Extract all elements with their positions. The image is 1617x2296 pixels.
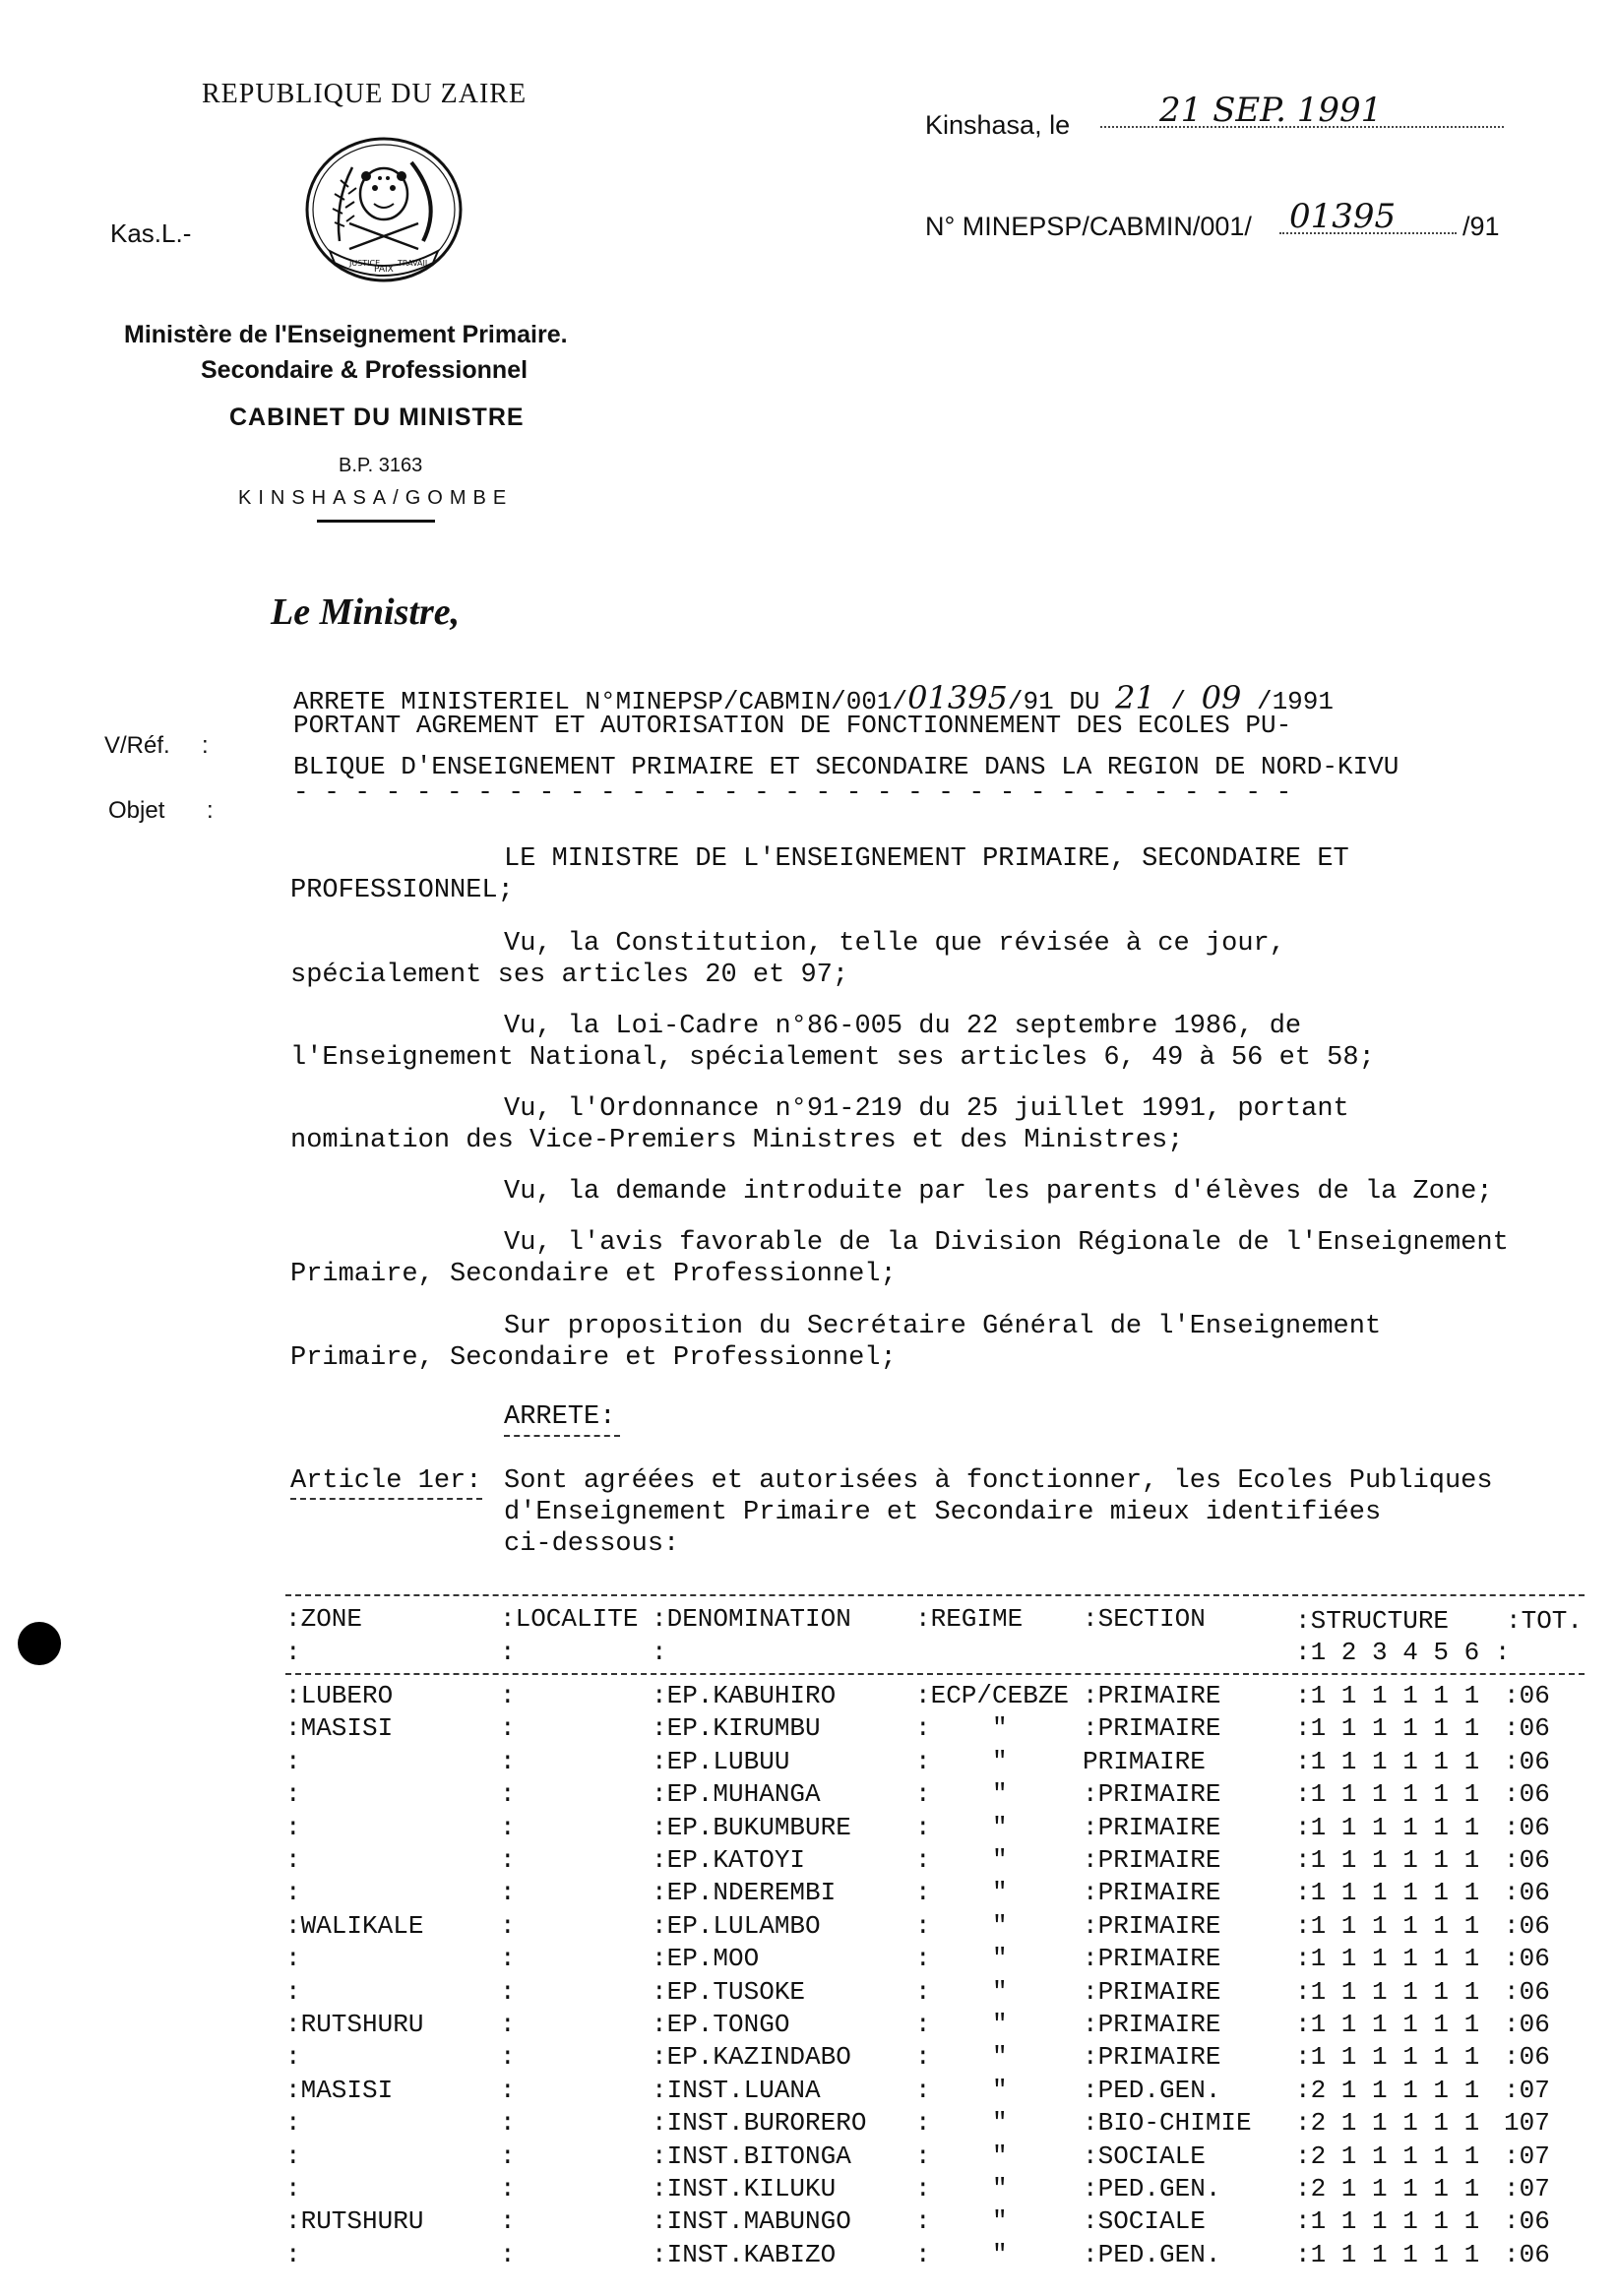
row-zone: :RUTSHURU — [285, 2206, 424, 2237]
row-localite: : — [500, 1746, 516, 1776]
national-emblem-icon — [295, 133, 472, 290]
row-localite: : — [500, 1779, 516, 1810]
emblem-motto: PAIX — [374, 265, 394, 275]
row-denomination: :EP.LULAMBO — [652, 1910, 821, 1941]
objet-label: Objet — [108, 797, 165, 824]
table-header-rule — [285, 1673, 1585, 1675]
row-denomination: :EP.KIRUMBU — [652, 1713, 821, 1744]
row-regime: : " — [915, 1976, 1008, 2007]
considerant-proposition-l2: Primaire, Secondaire et Professionnel; — [290, 1343, 897, 1373]
row-regime: :ECP/CEBZE — [915, 1681, 1070, 1710]
row-section: :PRIMAIRE — [1083, 1812, 1221, 1842]
cabinet-title: CABINET DU MINISTRE — [229, 403, 525, 431]
reference-year: /91 — [1462, 212, 1500, 241]
row-zone: :MASISI — [285, 1713, 394, 1744]
row-structure: :1 1 1 1 1 1 — [1295, 1713, 1480, 1744]
row-total: :06 — [1504, 1878, 1550, 1908]
row-denomination: :INST.MABUNGO — [652, 2206, 851, 2237]
article-1-line3: ci-dessous: — [504, 1529, 680, 1559]
row-section: :SOCIALE — [1083, 2141, 1206, 2171]
article-1-line1: Sont agréées et autorisées à fonctionner, les Ecoles Publiques — [504, 1466, 1493, 1496]
row-zone: : — [285, 1779, 301, 1810]
row-localite: : — [500, 1944, 516, 1974]
row-regime: : " — [915, 1779, 1008, 1810]
emblem-motto-left: JUSTICE — [349, 259, 381, 268]
row-structure: :1 1 1 1 1 1 — [1295, 2042, 1480, 2073]
col-header-total: :TOT. — [1506, 1606, 1584, 1636]
row-total: :06 — [1504, 2010, 1550, 2039]
subject-line1-text-b: /91 DU — [1007, 687, 1116, 716]
row-regime: : " — [915, 2108, 1008, 2139]
row-section: :PRIMAIRE — [1083, 1779, 1221, 1810]
subject-line2: PORTANT AGREMENT ET AUTORISATION DE FONCTIONNEMENT DES ECOLES PU- — [293, 711, 1292, 740]
row-localite: : — [500, 1976, 516, 2007]
considerant-ordonnance-l2: nomination des Vice-Premiers Ministres et des Ministres; — [290, 1126, 1184, 1155]
row-localite: : — [500, 1713, 516, 1744]
reference-label: N° MINEPSP/CABMIN/001/ — [925, 212, 1252, 241]
preamble-line1: LE MINISTRE DE L'ENSEIGNEMENT PRIMAIRE, SECONDAIRE ET — [504, 844, 1349, 874]
row-denomination: :INST.BITONGA — [652, 2141, 851, 2171]
row-denomination: :EP.MUHANGA — [652, 1779, 821, 1810]
emblem-motto-right: TRAVAIL — [398, 259, 430, 268]
subject-handwritten-month: 09 — [1201, 679, 1242, 716]
row-section: :PRIMAIRE — [1083, 2042, 1221, 2073]
row-zone: : — [285, 1976, 301, 2007]
row-zone: :LUBERO — [285, 1681, 394, 1710]
row-section: :PED.GEN. — [1083, 2075, 1221, 2105]
row-structure: :1 1 1 1 1 1 — [1295, 1910, 1480, 1941]
article-1-underline — [290, 1498, 482, 1500]
row-structure: :1 1 1 1 1 1 — [1295, 1779, 1480, 1810]
row-section: :PRIMAIRE — [1083, 1944, 1221, 1974]
row-section: :PED.GEN. — [1083, 2174, 1221, 2203]
row-denomination: :EP.KABUHIRO — [652, 1681, 837, 1710]
row-regime: : " — [915, 2075, 1008, 2105]
ministry-name-line1: Ministère de l'Enseignement Primaire. — [124, 321, 568, 348]
row-regime: : " — [915, 1910, 1008, 1941]
considerant-constitution-l1: Vu, la Constitution, telle que révisée à ce jour, — [504, 929, 1285, 959]
row-total: :06 — [1504, 1681, 1550, 1710]
table-top-rule — [285, 1594, 1585, 1596]
row-localite: : — [500, 1812, 516, 1842]
row-total: 107 — [1504, 2108, 1550, 2139]
row-zone: : — [285, 2174, 301, 2203]
row-section: :PRIMAIRE — [1083, 1681, 1221, 1710]
postal-box: B.P. 3163 — [339, 455, 423, 476]
place-label: Kinshasa, le — [925, 110, 1071, 140]
row-localite: : — [500, 1878, 516, 1908]
considerant-constitution-l2: spécialement ses articles 20 et 97; — [290, 961, 849, 990]
row-zone: : — [285, 2239, 301, 2269]
row-regime: : " — [915, 2010, 1008, 2039]
subject-line1-text-d: /1991 — [1241, 687, 1334, 716]
row-denomination: :EP.LUBUU — [652, 1746, 790, 1776]
row-regime: : " — [915, 1878, 1008, 1908]
row-section: :PRIMAIRE — [1083, 1976, 1221, 2007]
vref-colon: : — [202, 732, 209, 759]
considerant-loi-cadre-l1: Vu, la Loi-Cadre n°86-005 du 22 septembre 1986, de — [504, 1012, 1302, 1041]
row-structure: :1 1 1 1 1 1 — [1295, 1746, 1480, 1776]
row-denomination: :INST.KILUKU — [652, 2174, 837, 2203]
objet-colon: : — [207, 797, 214, 824]
row-localite: : — [500, 2206, 516, 2237]
row-regime: : " — [915, 1746, 1008, 1776]
col-header-regime: :REGIME — [915, 1604, 1024, 1634]
row-zone: :MASISI — [285, 2075, 394, 2105]
header-colon: : — [652, 1638, 667, 1667]
row-denomination: :INST.LUANA — [652, 2075, 821, 2105]
considerant-demande: Vu, la demande introduite par les parents d'élèves de la Zone; — [504, 1177, 1493, 1207]
row-total: :06 — [1504, 1944, 1550, 1974]
row-total: :07 — [1504, 2141, 1550, 2171]
row-zone: : — [285, 1746, 301, 1776]
preamble-line2: PROFESSIONNEL; — [290, 876, 514, 905]
col-header-structure: :STRUCTURE — [1295, 1606, 1450, 1636]
row-structure: :2 1 1 1 1 1 — [1295, 2075, 1480, 2105]
row-regime: : " — [915, 1812, 1008, 1842]
row-total: :07 — [1504, 2174, 1550, 2203]
row-zone: : — [285, 2141, 301, 2171]
punch-hole-mark — [18, 1622, 61, 1665]
row-section: :PRIMAIRE — [1083, 1910, 1221, 1941]
article-1-line2: d'Enseignement Primaire et Secondaire mieux identifiées — [504, 1498, 1382, 1527]
row-section: :PRIMAIRE — [1083, 2010, 1221, 2039]
row-total: :06 — [1504, 1845, 1550, 1875]
row-denomination: :EP.TUSOKE — [652, 1976, 806, 2007]
row-zone: : — [285, 2108, 301, 2139]
row-zone: :WALIKALE — [285, 1910, 424, 1941]
row-denomination: :EP.KAZINDABO — [652, 2042, 851, 2073]
row-regime: : " — [915, 2206, 1008, 2237]
row-structure: :1 1 1 1 1 1 — [1295, 1878, 1480, 1908]
considerant-avis-l1: Vu, l'avis favorable de la Division Régionale de l'Enseignement — [504, 1228, 1509, 1258]
row-structure: :1 1 1 1 1 1 — [1295, 2010, 1480, 2039]
row-total: :06 — [1504, 1812, 1550, 1842]
row-localite: : — [500, 2042, 516, 2073]
row-total: :06 — [1504, 1746, 1550, 1776]
row-structure: :1 1 1 1 1 1 — [1295, 1812, 1480, 1842]
row-structure: :1 1 1 1 1 1 — [1295, 2239, 1480, 2269]
subject-line1-text-c: / — [1154, 687, 1202, 716]
row-total: :06 — [1504, 1713, 1550, 1744]
row-structure: :2 1 1 1 1 1 — [1295, 2174, 1480, 2203]
col-header-zone: :ZONE — [285, 1604, 363, 1634]
row-localite: : — [500, 2174, 516, 2203]
col-header-localite: :LOCALITE — [500, 1604, 639, 1634]
row-total: :06 — [1504, 1910, 1550, 1941]
row-section: PRIMAIRE — [1083, 1746, 1206, 1776]
subject-handwritten-day: 21 — [1115, 679, 1155, 716]
arrete-heading: ARRETE: — [504, 1402, 616, 1432]
header-colon: : — [500, 1638, 516, 1667]
row-regime: : " — [915, 2239, 1008, 2269]
row-total: :07 — [1504, 2075, 1550, 2105]
row-regime: : " — [915, 2042, 1008, 2073]
republic-title: REPUBLIQUE DU ZAIRE — [202, 79, 528, 109]
row-zone: :RUTSHURU — [285, 2010, 424, 2039]
row-structure: :1 1 1 1 1 1 — [1295, 2206, 1480, 2237]
row-zone: : — [285, 1878, 301, 1908]
row-localite: : — [500, 2239, 516, 2269]
subject-dashed-rule: - - - - - - - - - - - - - - - - - - - - - - - - - - - - - - - - - — [293, 777, 1292, 807]
row-structure: :1 1 1 1 1 1 — [1295, 1944, 1480, 1974]
row-regime: : " — [915, 2174, 1008, 2203]
subject-line3: BLIQUE D'ENSEIGNEMENT PRIMAIRE ET SECONDAIRE DANS LA REGION DE NORD-KIVU — [293, 752, 1399, 781]
city-label: KINSHASA/GOMBE — [238, 487, 514, 509]
row-denomination: :INST.KABIZO — [652, 2239, 837, 2269]
col-header-structure-years: :1 2 3 4 5 6 : — [1295, 1638, 1511, 1667]
row-regime: : " — [915, 1845, 1008, 1875]
row-total: :06 — [1504, 2206, 1550, 2237]
row-structure: :2 1 1 1 1 1 — [1295, 2108, 1480, 2139]
row-regime: : " — [915, 1713, 1008, 1744]
row-denomination: :EP.BUKUMBURE — [652, 1812, 851, 1842]
row-denomination: :EP.MOO — [652, 1944, 760, 1974]
row-localite: : — [500, 1845, 516, 1875]
col-header-section: :SECTION — [1083, 1604, 1206, 1634]
article-1-label: Article 1er: — [290, 1466, 482, 1496]
handwritten-date: 21 SEP. 1991 — [1159, 91, 1383, 130]
row-zone: : — [285, 1845, 301, 1875]
arrete-underline — [504, 1435, 620, 1437]
row-structure: :2 1 1 1 1 1 — [1295, 2141, 1480, 2171]
row-localite: : — [500, 2141, 516, 2171]
row-localite: : — [500, 2075, 516, 2105]
row-zone: : — [285, 2042, 301, 2073]
row-denomination: :EP.TONGO — [652, 2010, 790, 2039]
considerant-ordonnance-l1: Vu, l'Ordonnance n°91-219 du 25 juillet 1991, portant — [504, 1094, 1349, 1124]
considerant-avis-l2: Primaire, Secondaire et Professionnel; — [290, 1260, 897, 1289]
row-denomination: :EP.KATOYI — [652, 1845, 806, 1875]
row-regime: : " — [915, 1944, 1008, 1974]
row-denomination: :EP.NDEREMBI — [652, 1878, 837, 1908]
row-total: :06 — [1504, 1976, 1550, 2007]
row-localite: : — [500, 2108, 516, 2139]
header-colon: : — [285, 1638, 301, 1667]
minister-heading: Le Ministre, — [271, 591, 461, 633]
vref-label: V/Réf. — [104, 732, 170, 759]
row-structure: :1 1 1 1 1 1 — [1295, 1681, 1480, 1710]
row-localite: : — [500, 2010, 516, 2039]
row-section: :BIO-CHIMIE — [1083, 2108, 1252, 2139]
row-localite: : — [500, 1910, 516, 1941]
row-regime: : " — [915, 2141, 1008, 2171]
header-underline — [317, 520, 435, 523]
row-denomination: :INST.BURORERO — [652, 2108, 867, 2139]
subject-handwritten-number: 01395 — [907, 679, 1008, 716]
row-section: :PRIMAIRE — [1083, 1713, 1221, 1744]
row-localite: : — [500, 1681, 516, 1710]
row-zone: : — [285, 1944, 301, 1974]
col-header-denomination: :DENOMINATION — [652, 1604, 851, 1634]
row-section: :PED.GEN. — [1083, 2239, 1221, 2269]
row-section: :SOCIALE — [1083, 2206, 1206, 2237]
considerant-proposition-l1: Sur proposition du Secrétaire Général de l'Enseignement — [504, 1312, 1382, 1341]
row-structure: :1 1 1 1 1 1 — [1295, 1845, 1480, 1875]
ministry-name-line2: Secondaire & Professionnel — [201, 356, 529, 384]
row-total: :06 — [1504, 1779, 1550, 1810]
row-structure: :1 1 1 1 1 1 — [1295, 1976, 1480, 2007]
handwritten-reference-number: 01395 — [1289, 197, 1397, 236]
row-section: :PRIMAIRE — [1083, 1845, 1221, 1875]
row-section: :PRIMAIRE — [1083, 1878, 1221, 1908]
kas-label: Kas.L.- — [110, 218, 192, 248]
row-total: :06 — [1504, 2239, 1550, 2269]
considerant-loi-cadre-l2: l'Enseignement National, spécialement ses articles 6, 49 à 56 et 58; — [290, 1043, 1375, 1073]
row-total: :06 — [1504, 2042, 1550, 2073]
subject-line1-text-a: ARRETE MINISTERIEL N°MINEPSP/CABMIN/001/ — [293, 687, 908, 716]
row-zone: : — [285, 1812, 301, 1842]
